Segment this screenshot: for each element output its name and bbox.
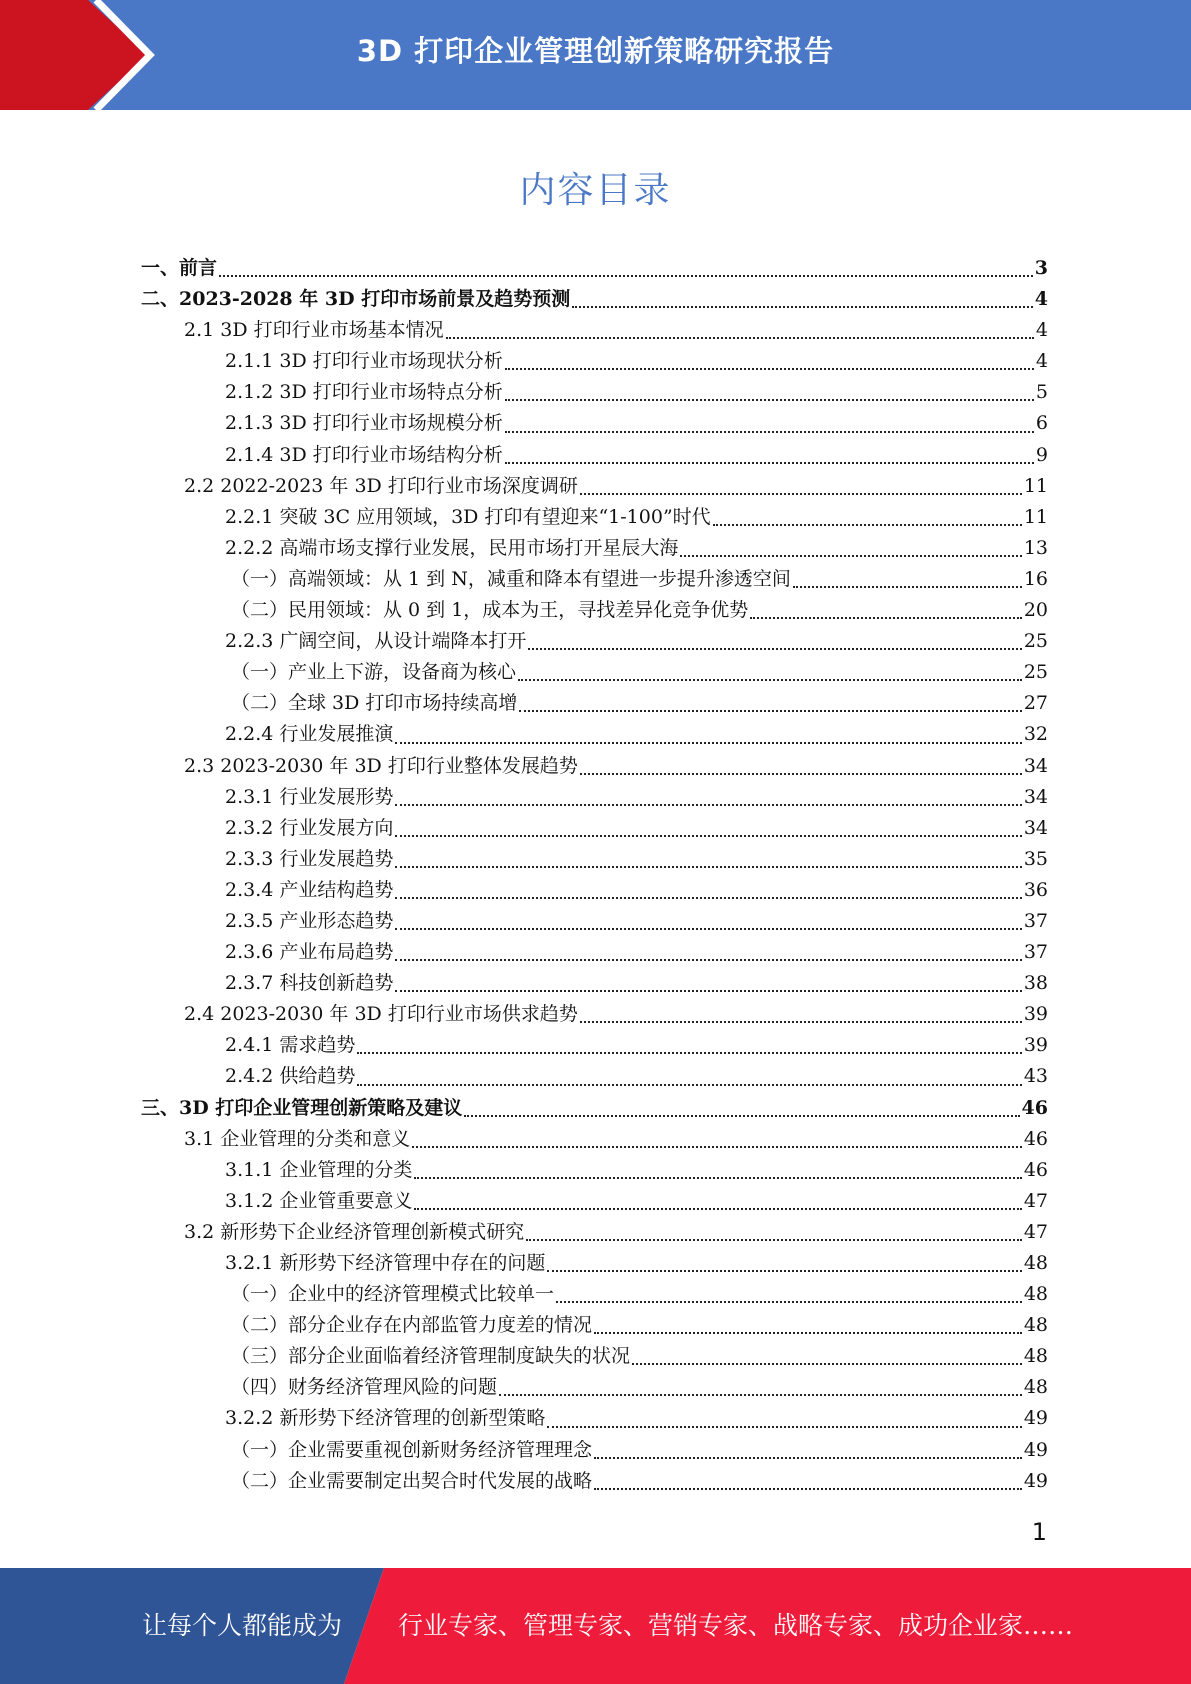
toc-entry[interactable]	[0, 1093, 1191, 1124]
toc-entry-page: 11	[1023, 505, 1048, 528]
toc-entry[interactable]	[0, 1030, 1191, 1061]
toc-entry-title: 3.1.1 企业管理的分类	[225, 1158, 413, 1181]
toc-dot-leader	[446, 337, 1034, 339]
toc-entry-page: 11	[1023, 474, 1048, 497]
toc-entry-title: （一）产业上下游，设备商为核心	[231, 661, 517, 684]
toc-entry[interactable]	[0, 595, 1191, 626]
toc-entry-page: 38	[1023, 972, 1048, 995]
toc-dot-leader	[547, 1426, 1021, 1428]
footer-slogan-right: 行业专家、管理专家、营销专家、战略专家、成功企业家……	[398, 1611, 1074, 1640]
toc-entry-page: 37	[1023, 941, 1048, 964]
toc-entry-title: 2.2.4 行业发展推演	[225, 723, 394, 746]
toc-entry-title: 3.2.1 新形势下经济管理中存在的问题	[225, 1252, 546, 1274]
toc-dot-leader	[395, 959, 1021, 961]
toc-dot-leader	[357, 1084, 1021, 1086]
toc-entry-title: 2.3.3 行业发展趋势	[225, 847, 394, 870]
toc-entry-page: 6	[1035, 412, 1048, 435]
toc-dot-leader	[750, 617, 1022, 619]
toc-dot-leader	[395, 928, 1021, 930]
toc-entry-page: 39	[1023, 1034, 1048, 1057]
page-number: 1	[1031, 1518, 1047, 1546]
toc-entry-page: 43	[1023, 1065, 1048, 1088]
toc-dot-leader	[793, 586, 1022, 588]
toc-entry-page: 34	[1023, 785, 1048, 808]
toc-dot-leader	[505, 431, 1034, 433]
toc-entry[interactable]	[0, 1341, 1191, 1372]
toc-heading: 内容目录	[519, 170, 672, 211]
toc-dot-leader	[547, 1270, 1021, 1272]
toc-entry[interactable]	[0, 564, 1191, 595]
toc-entry-title: （一）高端领域：从 1 到 N，减重和降本有望进一步提升渗透空间	[231, 567, 791, 590]
toc-entry-title: 2.4.1 需求趋势	[225, 1034, 356, 1057]
toc-dot-leader	[412, 1146, 1022, 1148]
toc-dot-leader	[713, 524, 1022, 526]
toc-entry-title: （二）民用领域：从 0 到 1，成本为王，寻找差异化竞争优势	[231, 599, 749, 622]
toc-entry[interactable]	[0, 626, 1191, 657]
toc-entry-title: 2.3 2023-2030 年 3D 打印行业整体发展趋势	[184, 754, 578, 777]
toc-dot-leader	[505, 399, 1034, 401]
toc-dot-leader	[414, 1208, 1021, 1210]
toc-entry-title: 2.1 3D 打印行业市场基本情况	[184, 319, 444, 342]
toc-entry[interactable]	[0, 657, 1191, 688]
toc-entry-title: 3.1 企业管理的分类和意义	[184, 1127, 411, 1150]
toc-entry[interactable]	[0, 844, 1191, 875]
toc-entry-title: 2.3.5 产业形态趋势	[225, 909, 394, 932]
toc-entry[interactable]	[0, 782, 1191, 813]
toc-entry-page: 9	[1035, 443, 1048, 466]
toc-dot-leader	[518, 679, 1022, 681]
toc-entry-title: 2.2 2022-2023 年 3D 打印行业市场深度调研	[184, 474, 578, 497]
toc-entry[interactable]	[0, 1061, 1191, 1092]
toc-entry-page: 25	[1023, 661, 1048, 684]
toc-entry-page: 48	[1023, 1314, 1048, 1337]
toc-entry-page: 49	[1023, 1407, 1048, 1430]
header-title: 3D 打印企业管理创新策略研究报告	[356, 34, 835, 68]
footer-slogan-left: 让每个人都能成为	[142, 1611, 343, 1640]
toc-entry-page: 39	[1023, 1003, 1048, 1026]
toc-entry-page: 35	[1023, 847, 1048, 870]
toc-entry-page: 47	[1023, 1220, 1048, 1243]
toc-entry-page: 48	[1023, 1345, 1048, 1368]
toc-entry-page: 4	[1034, 288, 1048, 311]
toc-entry-title: 2.1.2 3D 打印行业市场特点分析	[225, 381, 503, 404]
toc-entry[interactable]	[0, 999, 1191, 1030]
toc-entry[interactable]	[0, 719, 1191, 750]
toc-dot-leader	[505, 368, 1034, 370]
toc-dot-leader	[395, 742, 1021, 744]
toc-dot-leader	[594, 1457, 1022, 1459]
toc-entry-page: 4	[1035, 319, 1048, 342]
toc-dot-leader	[594, 1332, 1022, 1334]
toc-entry-title: 2.3.1 行业发展形势	[225, 785, 394, 808]
toc-dot-leader	[357, 1052, 1021, 1054]
toc-entry[interactable]	[0, 1155, 1191, 1186]
toc-entry-title: 2.1.1 3D 打印行业市场现状分析	[225, 350, 503, 373]
toc-entry-title: 3.2 新形势下企业经济管理创新模式研究	[184, 1220, 525, 1243]
toc-entry-title: 3.2.2 新形势下经济管理的创新型策略	[225, 1407, 546, 1430]
toc-entry-page: 34	[1023, 816, 1048, 839]
toc-entry[interactable]	[0, 937, 1191, 968]
header-banner	[0, 0, 1191, 110]
toc-entry[interactable]	[0, 1372, 1191, 1403]
toc-entry-title: 2.3.2 行业发展方向	[225, 816, 394, 839]
toc-entry-page: 48	[1023, 1376, 1048, 1399]
toc-entry-page: 37	[1023, 909, 1048, 932]
toc-entry[interactable]	[0, 533, 1191, 564]
toc-dot-leader	[395, 835, 1021, 837]
toc-entry-page: 46	[1023, 1158, 1048, 1181]
toc-dot-leader	[580, 773, 1022, 775]
toc-entry[interactable]	[0, 1403, 1191, 1434]
toc-entry-page: 48	[1023, 1283, 1048, 1306]
toc-entry[interactable]	[0, 1217, 1191, 1248]
table-of-contents	[0, 253, 1191, 1497]
toc-entry[interactable]	[0, 502, 1191, 533]
toc-entry-title: 2.1.3 3D 打印行业市场规模分析	[225, 412, 503, 435]
toc-entry-title: 2.3.4 产业结构趋势	[225, 878, 394, 901]
toc-entry-title: （四）财务经济管理风险的问题	[231, 1376, 498, 1399]
toc-dot-leader	[395, 866, 1021, 868]
toc-entry-title: （二）全球 3D 打印市场持续高增	[231, 692, 518, 715]
toc-entry-page: 5	[1035, 381, 1048, 404]
toc-entry-page: 32	[1023, 723, 1048, 746]
toc-dot-leader	[395, 897, 1021, 899]
toc-entry-page: 36	[1023, 878, 1048, 901]
toc-dot-leader	[528, 648, 1021, 650]
toc-entry-title: 2.4 2023-2030 年 3D 打印行业市场供求趋势	[184, 1003, 578, 1026]
toc-dot-leader	[505, 462, 1034, 464]
toc-entry-title: 2.2.1 突破 3C 应用领域，3D 打印有望迎来“1-100”时代	[225, 505, 711, 528]
toc-entry-title: 2.1.4 3D 打印行业市场结构分析	[225, 443, 503, 466]
toc-entry-title: 2.3.7 科技创新趋势	[225, 972, 394, 995]
toc-dot-leader	[632, 1363, 1022, 1365]
toc-entry-page: 27	[1023, 692, 1048, 715]
toc-entry-page: 16	[1023, 567, 1048, 590]
toc-dot-leader	[414, 1177, 1021, 1179]
toc-dot-leader	[395, 990, 1021, 992]
toc-entry-title: （一）企业需要重视创新财务经济管理理念	[231, 1438, 593, 1461]
toc-dot-leader	[395, 804, 1021, 806]
toc-entry[interactable]	[0, 1124, 1191, 1155]
toc-entry-title: （三）部分企业面临着经济管理制度缺失的状况	[231, 1345, 631, 1368]
toc-entry[interactable]	[0, 1279, 1191, 1310]
toc-entry-title: 三、3D 打印企业管理创新策略及建议	[141, 1096, 463, 1119]
footer-banner	[0, 1568, 1191, 1684]
toc-entry-title: （二）企业需要制定出契合时代发展的战略	[231, 1469, 593, 1492]
toc-entry-page: 49	[1023, 1469, 1048, 1492]
toc-entry-page: 47	[1023, 1189, 1048, 1212]
toc-entry-page: 34	[1023, 754, 1048, 777]
toc-entry-page: 48	[1023, 1252, 1048, 1274]
toc-entry-title: （二）部分企业存在内部监管力度差的情况	[231, 1314, 593, 1337]
toc-entry-title: 2.4.2 供给趋势	[225, 1065, 356, 1088]
toc-entry[interactable]	[0, 1466, 1191, 1497]
toc-entry[interactable]	[0, 471, 1191, 502]
toc-dot-leader	[464, 1115, 1019, 1117]
toc-entry[interactable]	[0, 253, 1191, 284]
toc-dot-leader	[594, 1488, 1022, 1490]
toc-dot-leader	[526, 1239, 1022, 1241]
toc-entry-title: 2.2.3 广阔空间，从设计端降本打开	[225, 630, 527, 653]
toc-entry[interactable]	[0, 688, 1191, 719]
toc-entry-title: 3.1.2 企业管重要意义	[225, 1189, 413, 1212]
toc-entry[interactable]	[0, 408, 1191, 439]
toc-entry[interactable]	[0, 1186, 1191, 1217]
toc-entry-page: 46	[1023, 1127, 1048, 1150]
toc-entry[interactable]	[0, 1435, 1191, 1466]
toc-dot-leader	[580, 1021, 1022, 1023]
toc-entry[interactable]	[0, 1310, 1191, 1341]
toc-entry[interactable]	[0, 284, 1191, 315]
toc-entry-title: 2.2.2 高端市场支撑行业发展，民用市场打开星辰大海	[225, 536, 679, 559]
toc-dot-leader	[572, 306, 1033, 308]
toc-entry-title: 2.3.6 产业布局趋势	[225, 941, 394, 964]
toc-entry-page: 25	[1023, 630, 1048, 653]
toc-entry[interactable]	[0, 315, 1191, 346]
toc-entry-title: （一）企业中的经济管理模式比较单一	[231, 1283, 555, 1306]
toc-entry[interactable]	[0, 906, 1191, 937]
toc-entry[interactable]	[0, 346, 1191, 377]
toc-entry[interactable]	[0, 751, 1191, 782]
toc-entry-title: 一、前言	[141, 257, 218, 279]
toc-entry[interactable]	[0, 875, 1191, 906]
toc-dot-leader	[519, 710, 1021, 712]
toc-dot-leader	[680, 555, 1021, 557]
toc-entry-page: 20	[1023, 599, 1048, 622]
toc-entry[interactable]	[0, 440, 1191, 471]
toc-entry-page: 46	[1021, 1096, 1048, 1119]
toc-dot-leader	[499, 1394, 1022, 1396]
toc-entry[interactable]	[0, 968, 1191, 999]
toc-entry[interactable]	[0, 377, 1191, 408]
toc-entry-page: 3	[1034, 257, 1048, 279]
toc-entry[interactable]	[0, 1248, 1191, 1279]
toc-dot-leader	[556, 1301, 1022, 1303]
toc-entry[interactable]	[0, 813, 1191, 844]
toc-entry-page: 49	[1023, 1438, 1048, 1461]
toc-dot-leader	[219, 275, 1033, 277]
toc-entry-page: 4	[1035, 350, 1048, 373]
toc-entry-page: 13	[1023, 536, 1048, 559]
toc-dot-leader	[580, 493, 1022, 495]
toc-entry-title: 二、2023-2028 年 3D 打印市场前景及趋势预测	[141, 288, 571, 311]
